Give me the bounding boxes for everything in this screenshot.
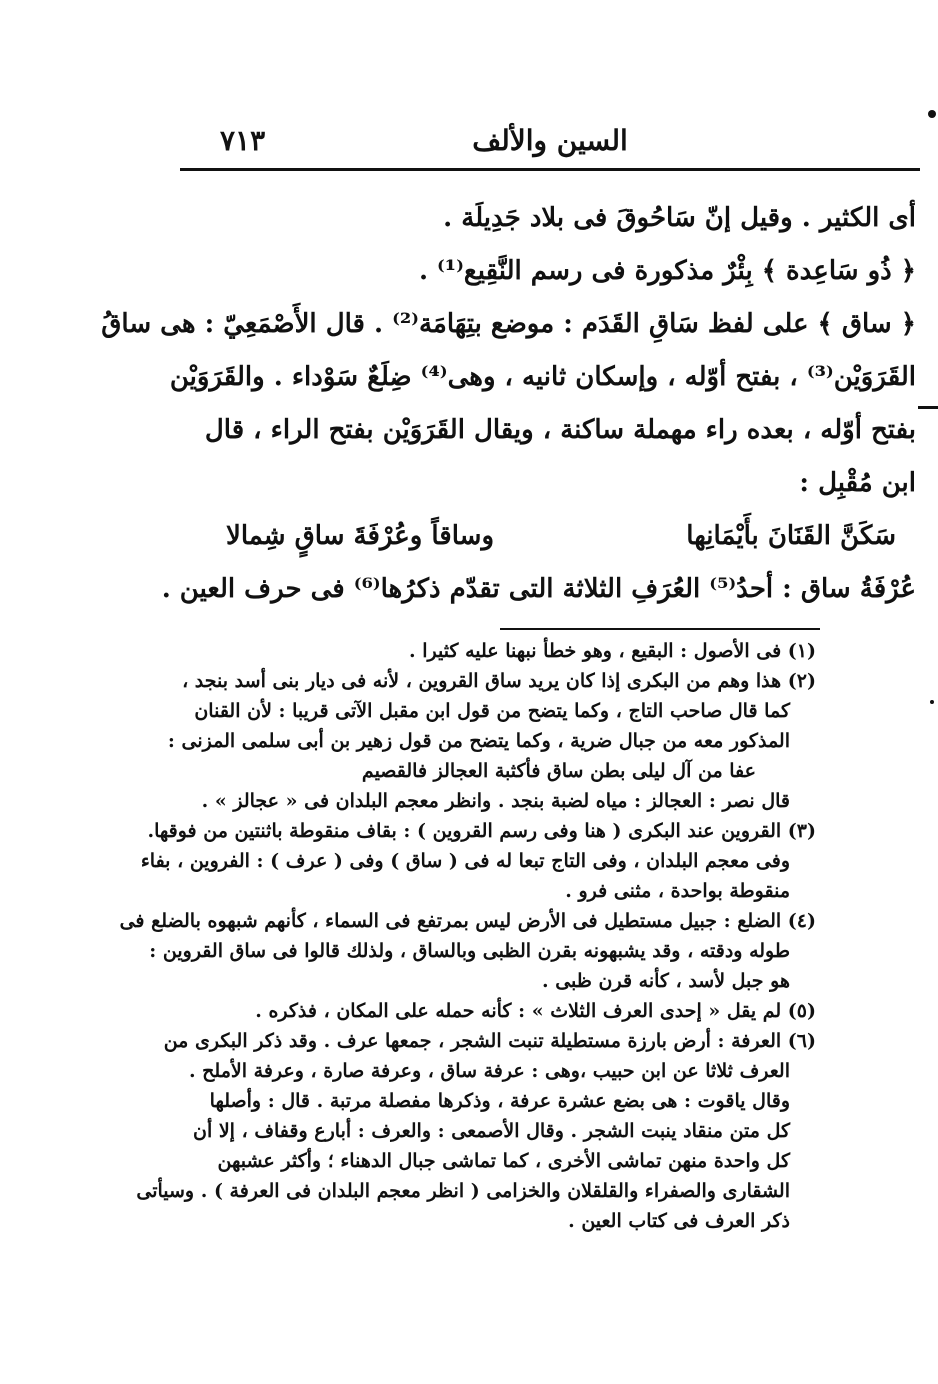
text-line: عُرْفَةُ ساق : أحدُ⁽⁵⁾ العُرَفِ الثلاثة التى تقدّم ذكرُها⁽⁶⁾ فى حرف العين . — [161, 574, 916, 604]
verse-first-hemistich: سَكَنَّ القَنَانَ بأَيْمَانِها — [686, 521, 896, 551]
footnote-line: كل واحدة منهن تماشى الأخرى ، كما تماشى جبال الدهناء ؛ وأكثر عشبهن — [217, 1150, 790, 1172]
text-line: ﴿ ذُو سَاعِدة ﴾ بِئْرٌ مذكورة فى رسم النَّقِيع⁽¹⁾ . — [418, 256, 916, 286]
footnote-line: (٦) العرفة : أرض بارزة مستطيلة تنبت الشجر ، جمعها عرف . وقد ذكر البكرى من — [163, 1030, 816, 1052]
footnote-line: ذكر العرف فى كتاب العين . — [568, 1210, 790, 1232]
footnote-line: (٥) لم يقل « إحدى العرف الثلاث » : كأنه حمله على المكان ، فذكره . — [255, 1000, 816, 1022]
footnote-line: منقوطة بواحدة ، مثنى فرو . — [565, 880, 790, 902]
footnote-2 — [167, 666, 816, 816]
footnote-poem-line: عفا من آل ليلى بطن ساق فأكثبة العجالز فالقصيم — [361, 760, 756, 782]
footnote-3 — [140, 816, 816, 906]
text-line: ابن مُقْبِل : — [799, 468, 916, 498]
header-rule — [180, 168, 920, 171]
poem-verse — [186, 510, 916, 563]
text-line: بفتح أوّله ، بعده راء مهملة ساكنة ، ويقال القَرَوَيْن بفتح الراء ، قال — [204, 415, 916, 445]
verse-second-hemistich: وساقاً وعُرْفَةَ ساقٍ شِمالا — [226, 521, 494, 551]
footnote-5 — [186, 996, 816, 1026]
footnote-line: (٣) القروين عند البكرى ( هنا وفى رسم القروين ) : بقاف منقوطة باثنتين من فوقها. — [147, 820, 816, 842]
text-line: ﴿ ساق ﴾ على لفظ سَاقِ القَدَم : موضع بتِهَامَة⁽²⁾ . قال الأَصْمَعِيّ : هى ساقُ — [101, 309, 916, 339]
footnote-line: (٢) هذا وهم من البكرى إذا كان يريد ساق القروين ، لأنه فى ديار بنى أسد بنجد ، — [182, 670, 816, 692]
footnote-line: وقال ياقوت : هى بضع عشرة عرفة ، وذكرها مفصلة مرتبة . قال : وأصلها — [209, 1090, 790, 1112]
text-line: أى الكثير . وقيل إنّ سَاحُوقَ فى بلاد جَدِيلَة . — [443, 203, 916, 233]
scan-edge-mark — [928, 110, 936, 118]
footnote-line: (١) فى الأصول : البقيع ، وهو خطأ نبهنا عليه كثيرا . — [408, 640, 816, 662]
footnote-6 — [136, 1026, 816, 1236]
footnote-rule — [500, 628, 820, 630]
scan-edge-mark — [918, 406, 938, 409]
footnote-line: كل متن منقاد ينبت الشجر . وقال الأصمعى : والعرف : أبارع وقفاف ، إلا أن — [193, 1120, 790, 1142]
footnote-line: قال نصر : العجالز : مياه لضبة بنجد . وانظر معجم البلدان فى « عجالز » . — [201, 790, 790, 812]
footnote-1 — [186, 636, 816, 666]
text-line: القَرَوَيْن⁽³⁾ ، بفتح أوّله ، وإسكان ثانيه ، وهى⁽⁴⁾ ضِلَعٌ سَوْداء . والقَرَوَيْن — [169, 362, 916, 392]
main-text — [101, 192, 916, 616]
page-header — [180, 120, 920, 170]
page-number: ٧١٣ — [220, 124, 266, 157]
footnote-line: طوله ودقته ، وقد يشبهونه بقرن الظبى وبالساق ، ولذلك قالوا فى ساق القروين : — [149, 940, 790, 962]
footnote-line: (٤) الضلع : جبيل مستطيل فى الأرض ليس بمرتفع فى السماء ، كأنهم شبهوه بالضلع فى — [119, 910, 816, 932]
footnote-line: هو جبل لأسد ، كأنه قرن ظبى . — [541, 970, 790, 992]
footnote-4 — [119, 906, 816, 996]
scan-edge-mark — [930, 700, 934, 704]
footnotes — [119, 636, 816, 1236]
footnote-line: المذكور معه من جبال ضرية ، وكما يتضح من قول زهير بن أبى سلمى المزنى : — [167, 730, 790, 752]
running-title: السين والألف — [472, 124, 628, 157]
footnote-line: كما قال صاحب التاج ، وكما يتضح من قول ابن مقبل الآتى قريبا : لأن القنان — [194, 700, 790, 722]
footnote-line: وفى معجم البلدان ، وفى التاج تبعا له فى ( ساق ) وفى ( عرف ) : الفروين ، بفاء — [140, 850, 790, 872]
footnote-line: الشقارى والصفراء والقلقلان والخزامى ( انظر معجم البلدان فى العرفة ) . وسيأتى — [136, 1180, 790, 1202]
footnote-line: العرف ثلاثا عن ابن حبيب ،وهى : عرفة ساق ، وعرفة صارة ، وعرفة الأملح . — [188, 1060, 790, 1082]
